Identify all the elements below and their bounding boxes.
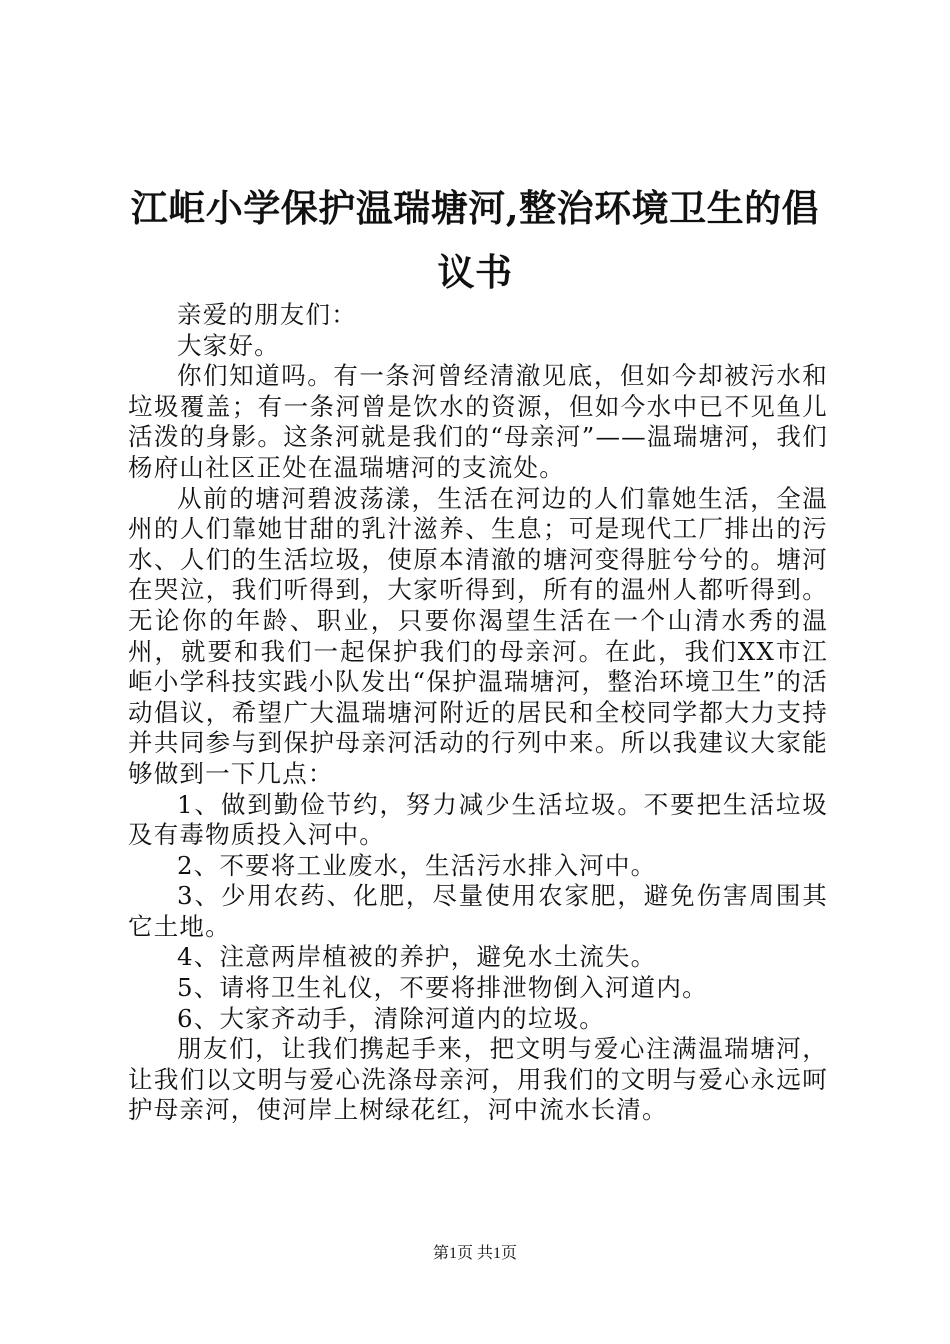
document-body <box>128 300 828 1126</box>
list-item: 4、注意两岸植被的养护，避免水土流失。 <box>177 942 657 972</box>
page-footer: 第1页 共1页 <box>432 1245 517 1262</box>
body-paragraph: 从前的塘河碧波荡漾，生活在河边的人们靠她生活，全温州的人们靠她甘甜的乳汁滋养、生息；可是现代工厂排出的污水、人们的生活垃圾，使原本清澈的塘河变得脏兮兮的。塘河在哭泣，我们听得到，大家听得到，所有的温州人都听得到。无论你的年龄、职业，只要你渴望生活在一个山清水秀的温州，就要和我们一起保护我们的母亲河。在此，我们XX市江岠小学科技实践小队发出“保护温瑞塘河，整治环境卫生”的活动倡议，希望广大温瑞塘河附近的居民和全校同学都大力支持并共同参与到保护母亲河活动的行列中来。所以我建议大家能够做到一下几点： <box>128 483 828 788</box>
closing-paragraph: 朋友们，让我们携起手来，把文明与爱心注满温瑞塘河，让我们以文明与爱心洗涤母亲河，用我们的文明与爱心永远呵护母亲河，使河岸上树绿花红，河中流水长清。 <box>128 1034 828 1125</box>
list-item: 5、请将卫生礼仪，不要将排泄物倒入河道内。 <box>177 973 708 1003</box>
document-title: 江岠小学保护温瑞塘河,整治环境卫生的倡议书 <box>130 186 820 294</box>
body-paragraph: 你们知道吗。有一条河曾经清澈见底，但如今却被污水和垃圾覆盖；有一条河曾是饮水的资源，但如今水中已不见鱼儿活泼的身影。这条河就是我们的“母亲河”——温瑞塘河，我们杨府山社区正处在温瑞塘河的支流处。 <box>128 361 828 482</box>
salutation: 亲爱的朋友们： <box>177 300 357 329</box>
list-item: 6、大家齐动手，清除河道内的垃圾。 <box>177 1003 605 1033</box>
list-item: 3、少用农药、化肥，尽量使用农家肥，避免伤害周围其它土地。 <box>128 881 828 941</box>
greeting: 大家好。 <box>177 330 280 360</box>
list-item: 1、做到勤俭节约，努力减少生活垃圾。不要把生活垃圾及有毒物质投入河中。 <box>128 789 828 850</box>
list-item: 2、不要将工业废水，生活污水排入河中。 <box>177 850 657 880</box>
